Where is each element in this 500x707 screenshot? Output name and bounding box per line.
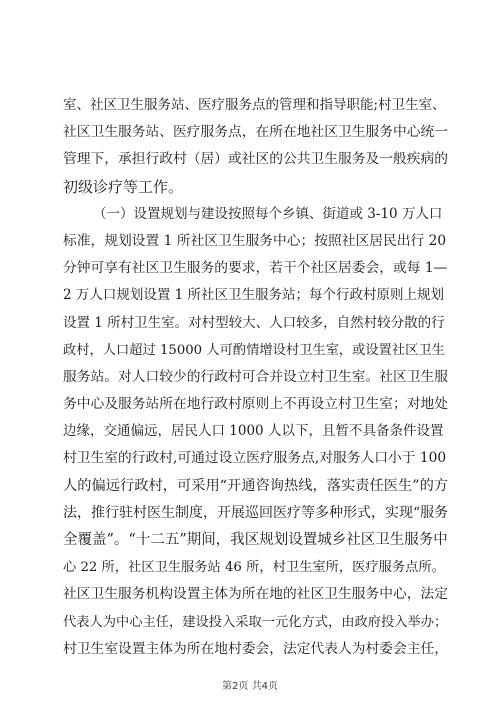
document-body (63, 92, 448, 663)
text-line: 全覆盖”。“十二五”期间，我区规划设置城乡社区卫生服务中 (63, 532, 448, 548)
text-line: 人的偏远行政村，可采用“开通咨询热线，落实责任医生”的方 (63, 477, 449, 494)
text-line: 边缘，交通偏远，居民人口 1000 人以下，且暂不具备条件设置 (63, 423, 444, 440)
text-line: 2 万人口规划设置 1 所社区卫生服务站；每个行政村原则上规划 (63, 287, 445, 304)
paragraph-start-line: （一）设置规划与建设按照每个乡镇、街道或 3-10 万人口 (93, 205, 443, 222)
text-line: 代表人为中心主任，建设投入采取一元化方式，由政府投入举办； (63, 614, 448, 630)
text-line: 心 22 所，社区卫生服务站 46 所，村卫生室所，医疗服务点所。 (63, 560, 445, 576)
text-line: 法，推行驻村医生制度，开展巡回医疗等多种形式，实现“服务 (63, 504, 449, 521)
text-line: 政村，人口超过 15000 人可酌情增设村卫生室，或设置社区卫生 (63, 342, 445, 358)
text-line: 社区卫生服务机构设置主体为所在地的社区卫生服务中心，法定 (63, 586, 449, 603)
text-line: 服务站。对人口较少的行政村可合并设立村卫生室。社区卫生服 (63, 368, 449, 385)
text-line: 设置 1 所村卫生室。对村型较大、人口较多，自然村较分散的行 (63, 314, 445, 331)
text-line: 村卫生室的行政村,可通过设立医疗服务点,对服务人口小于 100 (63, 450, 447, 467)
text-line: 标准，规划设置 1 所社区卫生服务中心；按照社区居民出行 20 (63, 232, 447, 249)
text-line: 室、社区卫生服务站、医疗服务点的管理和指导职能;村卫生室、 (63, 97, 446, 113)
text-line: 务中心及服务站所在地行政村原则上不再设立村卫生室；对地处 (63, 396, 449, 413)
page-number-footer: 第2页 共4页 (222, 681, 278, 692)
text-line: 村卫生室设置主体为所在地村委会，法定代表人为村委会主任， (63, 640, 449, 657)
text-line: 管理下，承担行政村（居）或社区的公共卫生服务及一般疾病的 (63, 151, 449, 168)
text-line: 社区卫生服务站、医疗服务点，在所在地社区卫生服务中心统一 (63, 124, 449, 141)
text-line: 分钟可享有社区卫生服务的要求，若干个社区居委会，或每 1— (63, 260, 448, 277)
text-line: 初级诊疗等工作。 (63, 177, 184, 196)
